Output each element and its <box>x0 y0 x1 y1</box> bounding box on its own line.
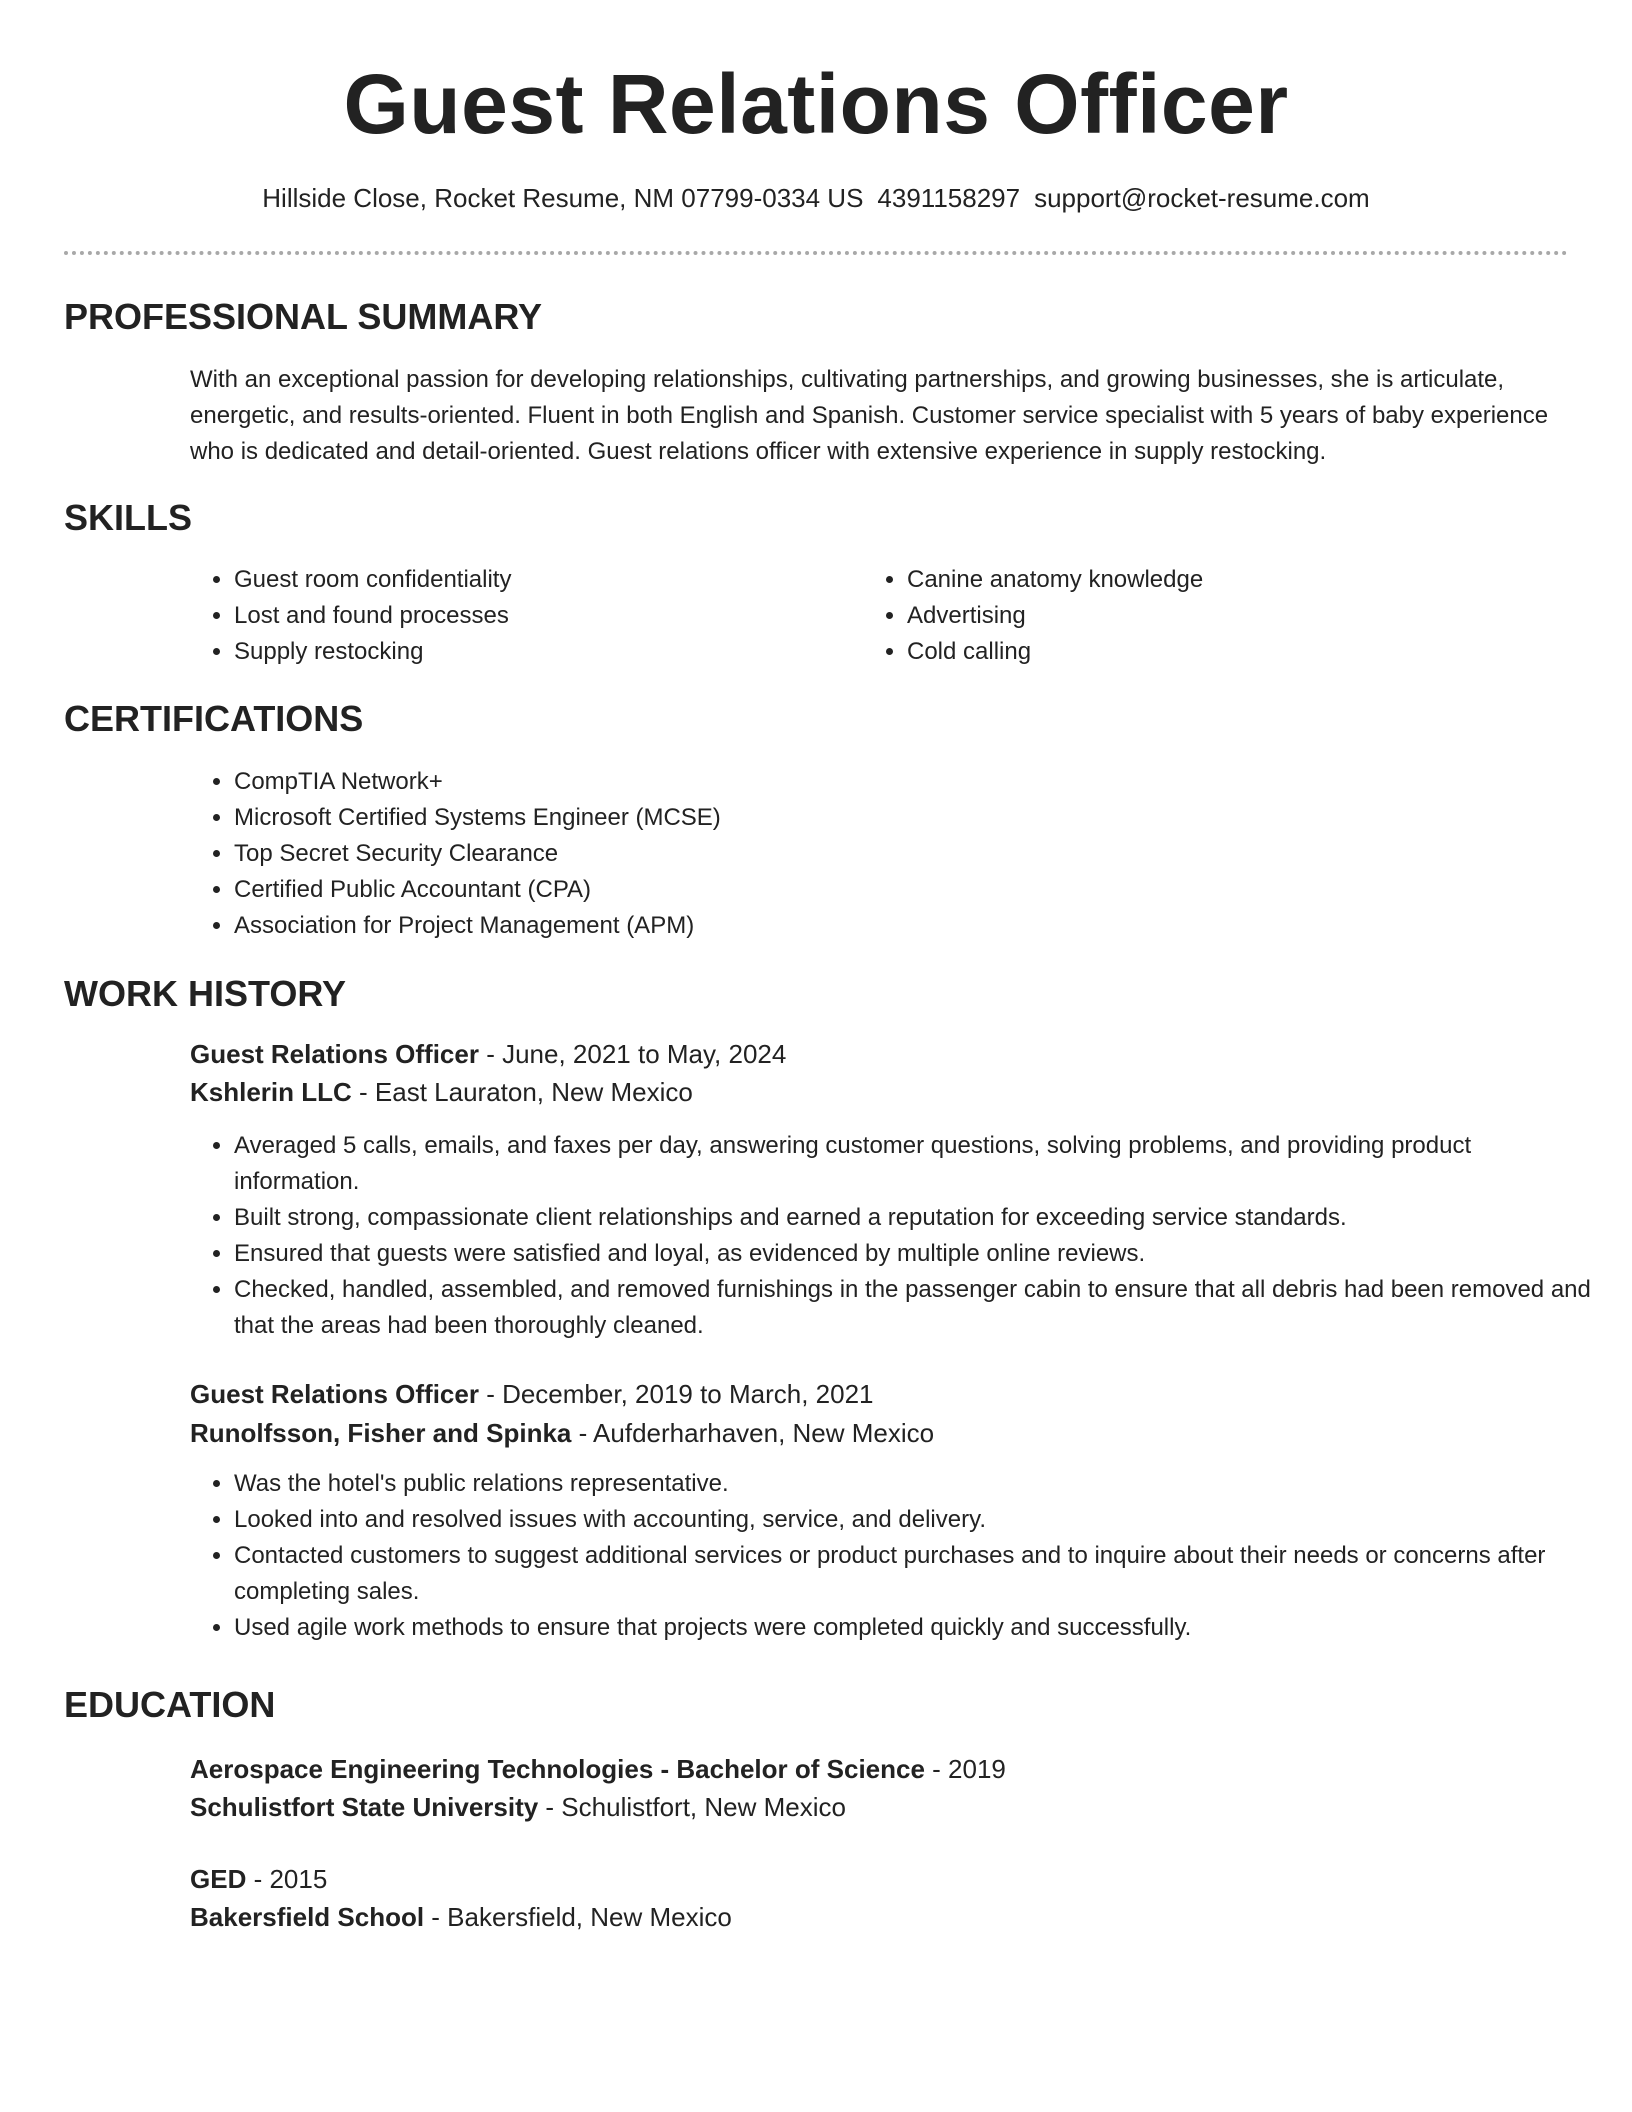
education-school-line <box>190 1898 732 1936</box>
job-title-line <box>190 1375 874 1413</box>
work-history-heading: WORK HISTORY <box>64 973 347 1014</box>
skill-item: • Advertising <box>907 598 1527 634</box>
job-bullet: • Averaged 5 calls, emails, and faxes per day, answering customer questions, solving problems, and providing product information. <box>234 1128 1594 1200</box>
job-dates: - December, 2019 to March, 2021 <box>478 1379 874 1409</box>
education-degree: GED <box>190 1864 247 1894</box>
education-degree: Aerospace Engineering Technologies - Bachelor of Science <box>190 1754 925 1784</box>
skills-heading: SKILLS <box>64 497 193 538</box>
job-location: - East Lauraton, New Mexico <box>351 1077 693 1107</box>
education-year: - 2019 <box>924 1754 1006 1784</box>
contact-email: support@rocket-resume.com <box>1034 183 1370 213</box>
job-bullets <box>190 1466 1594 1646</box>
job-bullet: • Contacted customers to suggest additional services or product purchases and to inquire about their needs or concerns after completing sales. <box>234 1538 1594 1610</box>
summary-heading: PROFESSIONAL SUMMARY <box>64 296 543 337</box>
skill-item: • Supply restocking <box>234 634 854 670</box>
skill-item: • Cold calling <box>907 634 1527 670</box>
education-degree-line <box>190 1860 327 1898</box>
job-bullets <box>190 1128 1594 1344</box>
contact-address: Hillside Close, Rocket Resume, NM 07799-0334 US <box>262 183 864 213</box>
education-school: Schulistfort State University <box>190 1792 539 1822</box>
contact-info <box>0 182 1632 214</box>
education-school-line <box>190 1788 846 1826</box>
job-bullet: • Was the hotel's public relations representative. <box>234 1466 1594 1502</box>
resume-name: Guest Relations Officer <box>343 57 1289 151</box>
certification-item: • CompTIA Network+ <box>234 764 1534 800</box>
header-divider <box>64 251 1568 255</box>
job-dates: - June, 2021 to May, 2024 <box>478 1039 787 1069</box>
job-company-line <box>190 1073 693 1111</box>
education-degree-line <box>190 1750 1006 1788</box>
certification-item: • Microsoft Certified Systems Engineer (MCSE) <box>234 800 1534 836</box>
education-school: Bakersfield School <box>190 1902 425 1932</box>
job-company: Kshlerin LLC <box>190 1077 352 1107</box>
skills-list-right <box>863 562 1527 670</box>
education-location: - Bakersfield, New Mexico <box>424 1902 732 1932</box>
certifications-heading: CERTIFICATIONS <box>64 698 364 739</box>
summary-text: With an exceptional passion for developing relationships, cultivating partnerships, and growing businesses, she is articulate, energetic, and results-oriented. Fluent in both English and Spanish. Customer service specialist with 5 years of baby experience who is dedicated and detail-oriented. Guest relations officer with extensive experience in supply restocking. <box>190 366 1549 465</box>
certification-item: • Certified Public Accountant (CPA) <box>234 872 1534 908</box>
job-role: Guest Relations Officer <box>190 1039 479 1069</box>
certifications-list <box>190 764 1534 944</box>
job-bullet: • Looked into and resolved issues with accounting, service, and delivery. <box>234 1502 1594 1538</box>
job-role: Guest Relations Officer <box>190 1379 479 1409</box>
education-heading: EDUCATION <box>64 1684 276 1725</box>
job-bullet: • Ensured that guests were satisfied and loyal, as evidenced by multiple online reviews. <box>234 1236 1594 1272</box>
job-bullet: • Built strong, compassionate client relationships and earned a reputation for exceeding service standards. <box>234 1200 1594 1236</box>
skill-item: • Lost and found processes <box>234 598 854 634</box>
job-company-line <box>190 1414 934 1452</box>
education-location: - Schulistfort, New Mexico <box>538 1792 846 1822</box>
skill-item: • Guest room confidentiality <box>234 562 854 598</box>
job-location: - Aufderharhaven, New Mexico <box>571 1418 935 1448</box>
job-title-line <box>190 1035 786 1073</box>
skills-list-left <box>190 562 854 670</box>
certification-item: • Association for Project Management (APM) <box>234 908 1534 944</box>
job-bullet: • Checked, handled, assembled, and removed furnishings in the passenger cabin to ensure that all debris had been removed and that the areas had been thoroughly cleaned. <box>234 1272 1594 1344</box>
education-year: - 2015 <box>246 1864 328 1894</box>
job-bullet: • Used agile work methods to ensure that projects were completed quickly and successfully. <box>234 1610 1594 1646</box>
certification-item: • Top Secret Security Clearance <box>234 836 1534 872</box>
contact-phone: 4391158297 <box>877 183 1021 213</box>
skill-item: • Canine anatomy knowledge <box>907 562 1527 598</box>
job-company: Runolfsson, Fisher and Spinka <box>190 1418 572 1448</box>
